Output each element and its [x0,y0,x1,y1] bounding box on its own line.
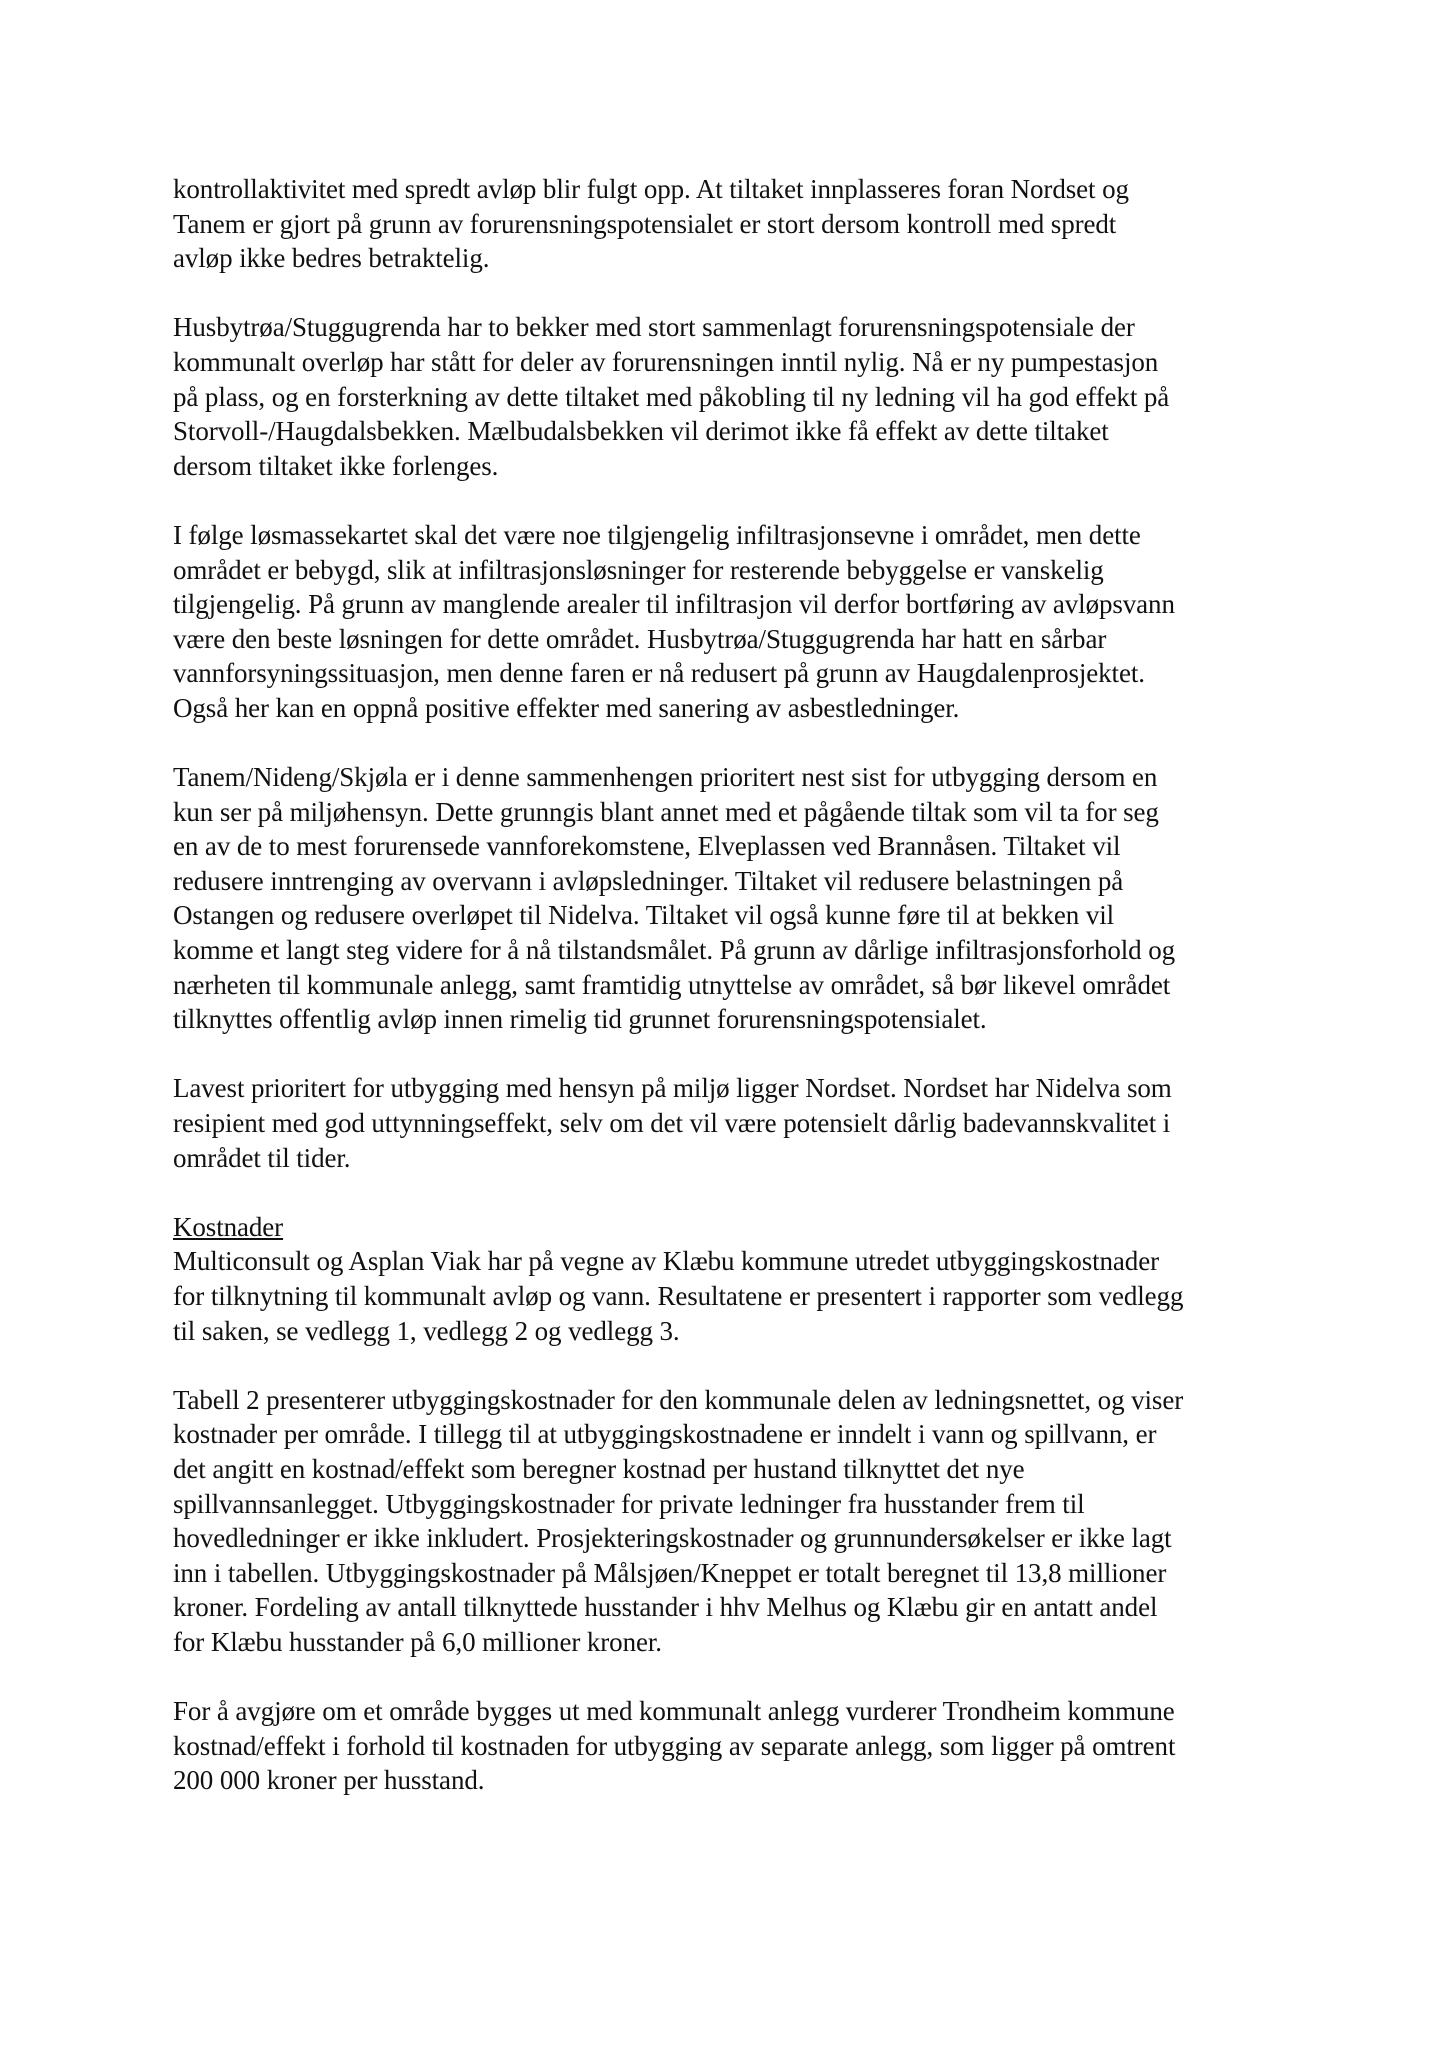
text-line: Lavest prioritert for utbygging med hensyn på miljø ligger Nordset. Nordset har Nidelva som [173,1073,1172,1104]
text-line: kroner. Fordeling av antall tilknyttede husstander i hhv Melhus og Klæbu gir en antatt andel [173,1592,1158,1623]
text-line: tilgjengelig. På grunn av manglende arealer til infiltrasjon vil derfor bortføring av avløpsvann [173,589,1175,620]
text-line: kostnad/effekt i forhold til kostnaden for utbygging av separate anlegg, som ligger på omtrent [173,1730,1176,1761]
text-line: resipient med god uttynningseffekt, selv om det vil være potensielt dårlig badevannskvalitet i [173,1108,1171,1139]
paragraph-tabell-2 [173,1383,1303,1660]
text-line: komme et langt steg videre for å nå tilstandsmålet. På grunn av dårlige infiltrasjonsforhold og [173,935,1175,966]
text-line: være den beste løsningen for dette området. Husbytrøa/Stuggugrenda har hatt en sårbar [173,623,1107,654]
text-line: I følge løsmassekartet skal det være noe tilgjengelig infiltrasjonsevne i området, men dette [173,519,1141,550]
text-line: avløp ikke bedres betraktelig. [173,243,490,274]
text-line: Ostangen og redusere overløpet til Nidelva. Tiltaket vil også kunne føre til at bekken vil [173,900,1115,931]
text-line: kostnader per område. I tillegg til at utbyggingskostnadene er inndelt i vann og spillvann, er [173,1419,1157,1450]
text-line: på plass, og en forsterkning av dette tiltaket med påkobling til ny ledning vil ha god effekt på [173,381,1170,412]
text-line: kun ser på miljøhensyn. Dette grunngis blant annet med et pågående tiltak som vil ta for seg [173,796,1159,827]
text-line: kommunalt overløp har stått for deler av forurensningen inntil nylig. Nå er ny pumpestasjon [173,346,1159,377]
text-line: redusere inntrenging av overvann i avløpsledninger. Tiltaket vil redusere belastningen på [173,865,1124,896]
text-line: det angitt en kostnad/effekt som beregner kostnad per hustand tilknyttet det nye [173,1453,1025,1484]
paragraph-kostnader [173,1210,1303,1348]
text-line: spillvannsanlegget. Utbyggingskostnader for private ledninger fra husstander frem til [173,1488,1085,1519]
text-line: Storvoll-/Haugdalsbekken. Mælbudalsbekken vil derimot ikke få effekt av dette tiltaket [173,416,1109,447]
text-line: Tanem/Nideng/Skjøla er i denne sammenhengen prioritert nest sist for utbygging dersom en [173,762,1158,793]
paragraph-losmassekart [173,518,1303,726]
text-line: for Klæbu husstander på 6,0 millioner kroner. [173,1626,662,1657]
paragraph-tanem-nideng [173,760,1303,1037]
paragraph-husbytroa [173,310,1303,483]
section-heading: Kostnader [173,1211,284,1242]
text-line: kontrollaktivitet med spredt avløp blir fulgt opp. At tiltaket innplasseres foran Nordset og [173,174,1129,204]
text-line: Tabell 2 presenterer utbyggingskostnader for den kommunale delen av ledningsnettet, og viser [173,1384,1184,1415]
text-line: Multiconsult og Asplan Viak har på vegne av Klæbu kommune utredet utbyggingskostnader [173,1246,1159,1277]
paragraph-spredt-avlop [173,172,1303,276]
text-line: tilknyttes offentlig avløp innen rimelig tid grunnet forurensningspotensialet. [173,1004,987,1035]
text-line: området er bebygd, slik at infiltrasjonsløsninger for resterende bebyggelse er vanskelig [173,554,1104,585]
text-line: nærheten til kommunale anlegg, samt framtidig utnyttelse av området, så bør likevel området [173,969,1171,1000]
text-line: 200 000 kroner per husstand. [173,1765,485,1796]
text-line: Husbytrøa/Stuggugrenda har to bekker med stort sammenlagt forurensningspotensiale der [173,312,1135,343]
paragraph-trondheim [173,1694,1303,1798]
text-line: For å avgjøre om et område bygges ut med kommunalt anlegg vurderer Trondheim kommune [173,1696,1175,1727]
text-line: dersom tiltaket ikke forlenges. [173,450,499,481]
paragraph-nordset [173,1071,1303,1175]
text-line: området til tider. [173,1142,351,1173]
text-line: til saken, se vedlegg 1, vedlegg 2 og vedlegg 3. [173,1315,680,1346]
text-line: en av de to mest forurensede vannforekomstene, Elveplassen ved Brannåsen. Tiltaket vil [173,831,1121,862]
document-body [173,172,1303,1833]
text-line: hovedledninger er ikke inkludert. Prosjekteringskostnader og grunnundersøkelser er ikke lagt [173,1523,1172,1554]
text-line: Tanem er gjort på grunn av forurensningspotensialet er stort dersom kontroll med spredt [173,208,1117,239]
text-line: vannforsyningssituasjon, men denne faren er nå redusert på grunn av Haugdalenprosjektet. [173,658,1145,689]
text-line: for tilknytning til kommunalt avløp og vann. Resultatene er presentert i rapporter som vedlegg [173,1281,1184,1311]
text-line: inn i tabellen. Utbyggingskostnader på Målsjøen/Kneppet er totalt beregnet til 13,8 millioner [173,1557,1167,1588]
text-line: Også her kan en oppnå positive effekter med sanering av asbestledninger. [173,692,960,723]
